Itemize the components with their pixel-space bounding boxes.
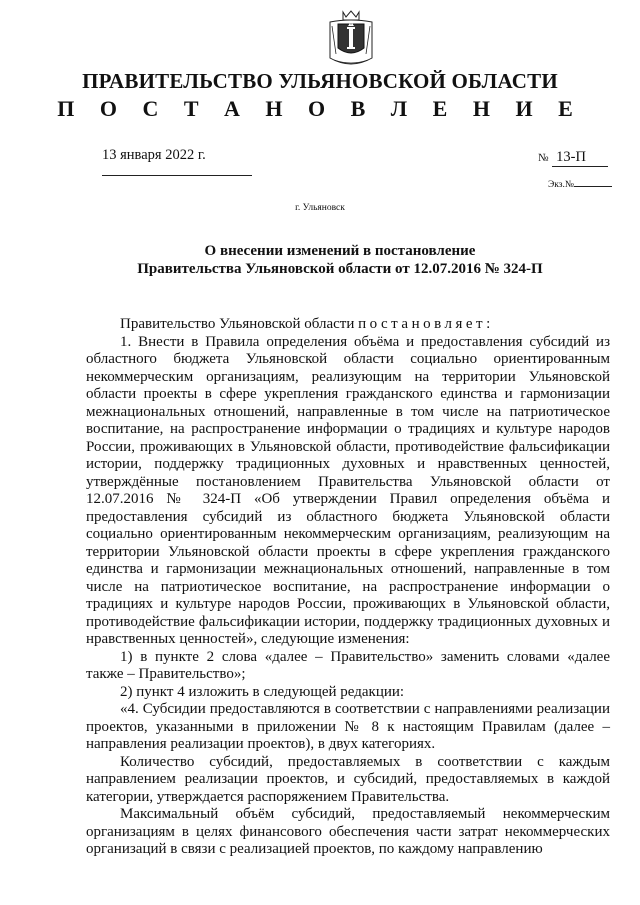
body-paragraph: Максимальный объём субсидий, предоставляемый некоммерческим организациям в целях финансового обеспечения части затрат некоммерческих организаций в связи с реализацией проектов, по каждому направлению [86, 806, 610, 857]
intro-paragraph [86, 316, 610, 334]
city: г. Ульяновск [295, 203, 345, 213]
document-body [86, 316, 610, 859]
body-paragraph: 1. Внести в Правила определения объёма и предоставления субсидий из областного бюджета Ульяновской области социально ориентированным некоммерческим организациям, реализующим на территории Ульяновской области проекты в сфере укрепления гражданского единства и гармонизации межнациональных отношений, направленные в том числе на патриотическое воспитание, на распространение информации о традициях и культуре народов России, проживающих в Ульяновской области, противодействие фальсификации истории, поддержку традиционных духовных и нравственных ценностей, утверждённые постановлением Правительства Ульяновской области от 12.07.2016 № 324-П «Об утверждении Правил определения объёма и предоставления субсидий из областного бюджета Ульяновской области социально ориентированным некоммерческим организациям, реализующим на территории Ульяновской области проекты в сфере укрепления гражданского единства и гармонизации межнациональных отношений, направленные в том числе на патриотическое воспитание, на распространение информации о традициях и культуре народов России, проживающих в Ульяновской области, противодействие фальсификации истории, поддержку традиционных духовных и нравственных ценностей», следующие изменения: [86, 333, 610, 647]
document-number [538, 149, 608, 167]
copy-label: Экз.№ [548, 180, 574, 190]
number-sign: № [538, 152, 549, 164]
intro-decree-word: постановляет: [358, 316, 494, 332]
document-date: 13 января 2022 г. [102, 147, 252, 176]
body-paragraph: 1) в пункте 2 слова «далее – Правительство» заменить словами «далее также – Правительство»; [86, 648, 610, 682]
copy-blank-line [574, 186, 612, 187]
coat-of-arms-icon [326, 8, 376, 70]
document-type: П О С Т А Н О В Л Е Н И Е [57, 96, 583, 121]
copy-number [548, 180, 612, 190]
number-value: 13-П [552, 149, 608, 167]
subject-line-2: Правительства Ульяновской области от 12.07.2016 № 324-П [137, 261, 543, 277]
body-paragraph: Количество субсидий, предоставляемых в соответствии с каждым направлением реализации проектов, и субсидий, предоставляемых в каждой категории, утверждается распоряжением Правительства. [86, 753, 610, 805]
body-paragraph: 2) пункт 4 изложить в следующей редакции: [120, 683, 405, 700]
subject-line-1: О внесении изменений в постановление [204, 243, 476, 259]
government-title: ПРАВИТЕЛЬСТВО УЛЬЯНОВСКОЙ ОБЛАСТИ [82, 69, 558, 93]
document-subject [0, 242, 640, 278]
body-paragraph: «4. Субсидии предоставляются в соответствии с направлениями реализации проектов, указанными в приложении № 8 к настоящим Правилам (далее – направления реализации проектов), в двух категориях. [86, 701, 610, 752]
intro-text: Правительство Ульяновской области [120, 316, 355, 332]
